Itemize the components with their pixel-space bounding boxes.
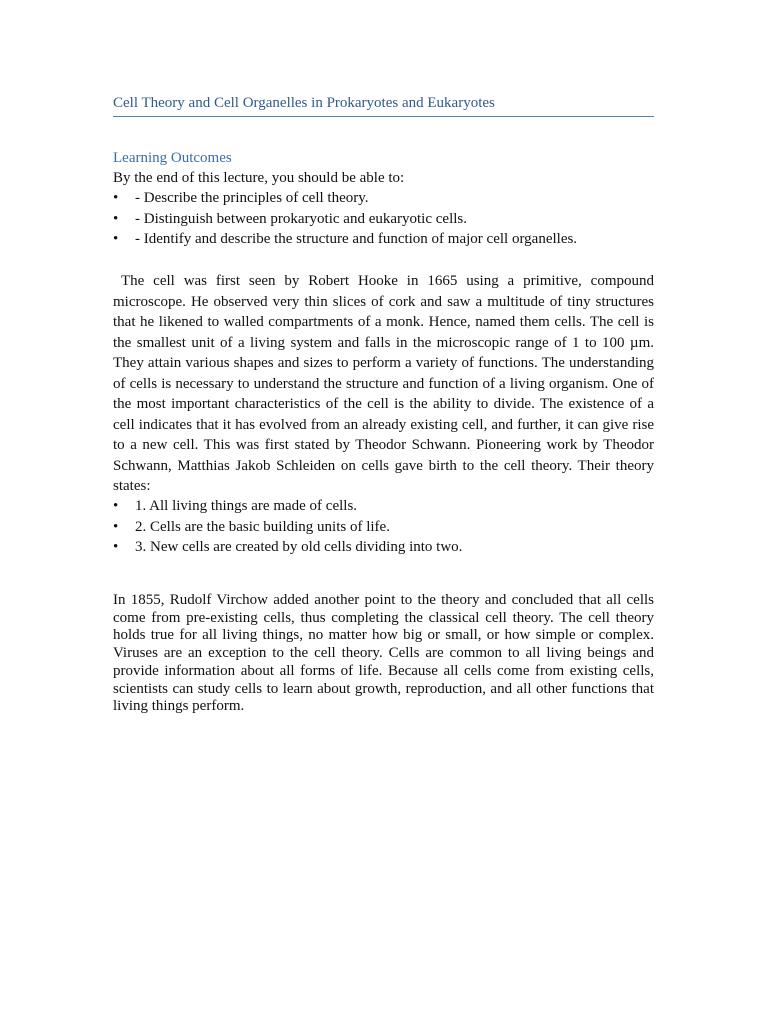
bullet-icon: • xyxy=(113,518,119,535)
learning-outcomes-intro: By the end of this lecture, you should be able to: xyxy=(113,170,405,186)
bullet-icon: • xyxy=(113,498,119,514)
theory-point-text: 3. New cells are created by old cells dividing into two. xyxy=(135,539,463,555)
list-item xyxy=(113,517,654,538)
learning-outcomes-heading: Learning Outcomes xyxy=(113,150,232,166)
list-item xyxy=(113,537,654,558)
title-underline-divider xyxy=(113,116,654,117)
bullet-icon: • xyxy=(113,539,119,555)
document-title: Cell Theory and Cell Organelles in Prokaryotes and Eukaryotes xyxy=(113,95,495,111)
outcome-text: - Identify and describe the structure and function of major cell organelles. xyxy=(135,231,578,247)
outcome-text: - Distinguish between prokaryotic and eukaryotic cells. xyxy=(135,210,467,227)
list-item xyxy=(113,496,654,517)
cell-history-paragraph: The cell was first seen by Robert Hooke in 1665 using a primitive, compound microscope. He observed very thin slices of cork and saw a multitude of tiny structures that he likened to walled compartments of a monk. Hence, named them cells. The cell is the smallest unit of a living system and falls in the microscopic range of 1 to 100 µm. They attain various shapes and sizes to perform a variety of functions. The understanding of cells is necessary to understand the structure and function of a living organism. One of the most important characteristics of the cell is the ability to divide. The existence of a cell indicates that it has evolved from an already existing cell, and further, it can give rise to a new cell. This was first stated by Theodor Schwann. Pioneering work by Theodor Schwann, Matthias Jakob Schleiden on cells gave birth to the cell theory. Their theory states: xyxy=(113,273,654,494)
list-item xyxy=(113,209,654,230)
list-item xyxy=(113,229,654,250)
learning-outcomes-list xyxy=(113,188,654,250)
outcome-text: - Describe the principles of cell theory. xyxy=(135,190,369,206)
list-item xyxy=(113,188,654,209)
bullet-icon: • xyxy=(113,231,119,247)
bullet-icon: • xyxy=(113,190,119,206)
theory-point-text: 2. Cells are the basic building units of life. xyxy=(135,518,390,535)
cell-theory-list xyxy=(113,496,654,558)
bullet-icon: • xyxy=(113,210,119,227)
virchow-paragraph: In 1855, Rudolf Virchow added another point to the theory and concluded that all cells come from pre-existing cells, thus completing the classical cell theory. The cell theory holds true for all living things, no matter how big or small, or how simple or complex. Viruses are an exception to the cell theory. Cells are common to all living beings and provide information about all forms of life. Because all cells come from existing cells, scientists can study cells to learn about growth, reproduction, and all other functions that living things perform. xyxy=(113,592,654,715)
theory-point-text: 1. All living things are made of cells. xyxy=(135,498,358,514)
